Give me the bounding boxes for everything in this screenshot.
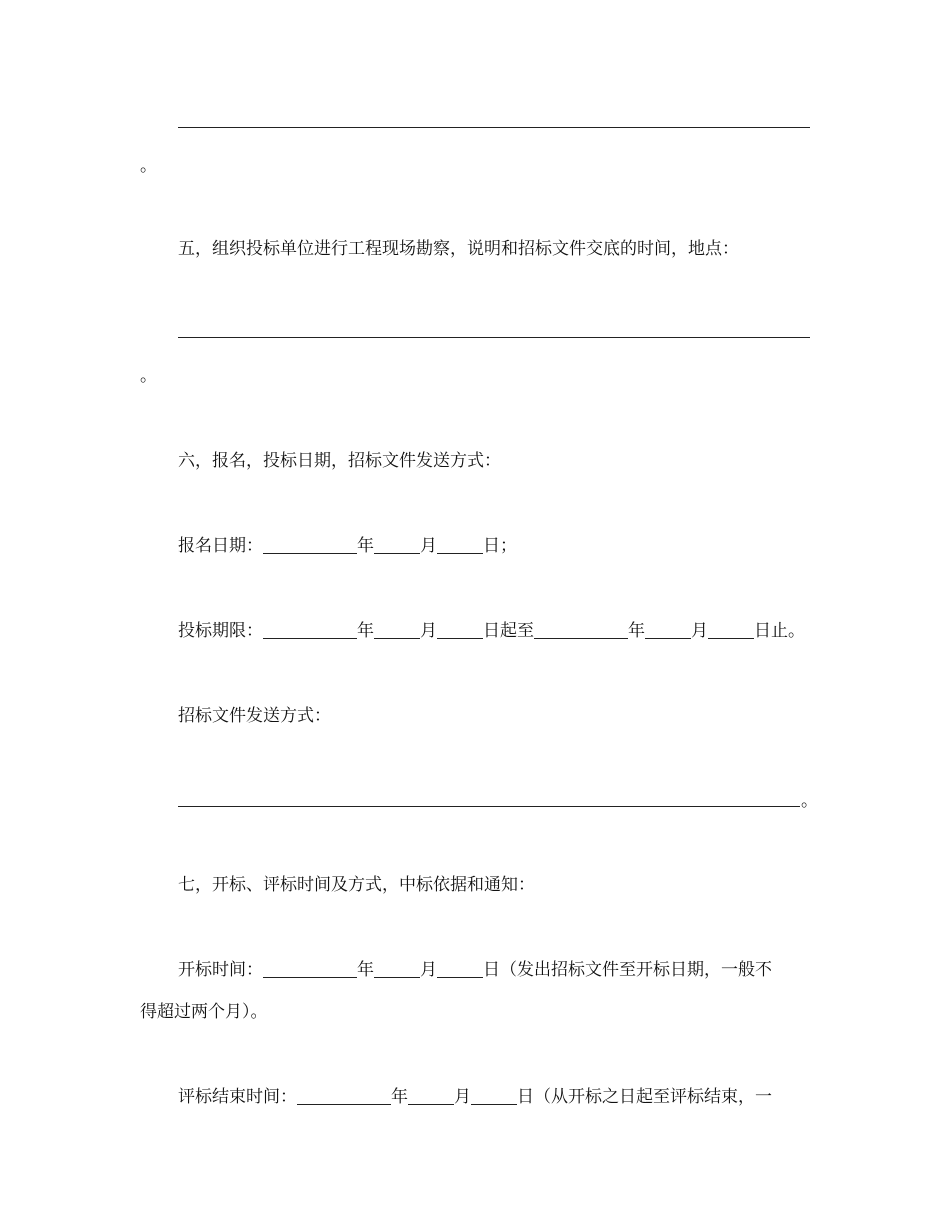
year-blank <box>534 620 628 639</box>
month-blank <box>374 620 420 639</box>
registration-date-label: 报名日期： <box>178 536 263 556</box>
year-blank <box>263 959 357 978</box>
opening-time-line <box>178 958 772 982</box>
month-blank <box>645 620 691 639</box>
day-blank <box>471 1086 517 1105</box>
month-label: 月 <box>420 621 437 641</box>
fill-in-line <box>178 337 810 338</box>
from-label: 日起至 <box>483 621 534 641</box>
month-blank <box>374 959 420 978</box>
evaluation-end-label: 评标结束时间： <box>178 1087 297 1107</box>
opening-note: 日（发出招标文件至开标日期，一般不 <box>483 960 772 980</box>
month-label: 月 <box>420 960 437 980</box>
section-5-heading: 五，组织投标单位进行工程现场勘察，说明和招标文件交底的时间，地点： <box>178 239 739 259</box>
fill-in-line <box>178 806 800 807</box>
bid-period-label: 投标期限： <box>178 621 263 641</box>
day-blank <box>708 620 754 639</box>
opening-time-label: 开标时间： <box>178 960 263 980</box>
evaluation-note: 日（从开标之日起至评标结束，一 <box>517 1087 772 1107</box>
year-blank <box>297 1086 391 1105</box>
evaluation-end-line <box>178 1085 772 1109</box>
end-mark: 。 <box>140 156 157 176</box>
month-label: 月 <box>691 621 708 641</box>
year-label: 年 <box>391 1087 408 1107</box>
month-label: 月 <box>420 536 437 556</box>
year-blank <box>263 535 357 554</box>
month-label: 月 <box>454 1087 471 1107</box>
send-method-label: 招标文件发送方式： <box>178 706 331 726</box>
year-label: 年 <box>628 621 645 641</box>
year-blank <box>263 620 357 639</box>
year-label: 年 <box>357 536 374 556</box>
opening-note-continued: 得超过两个月）。 <box>140 1002 268 1022</box>
section-6-heading: 六，报名，投标日期，招标文件发送方式： <box>178 451 501 471</box>
day-label: 日； <box>483 536 517 556</box>
to-label: 日止。 <box>754 621 805 641</box>
day-blank <box>437 535 483 554</box>
fill-in-line <box>178 127 810 128</box>
month-blank <box>374 535 420 554</box>
year-label: 年 <box>357 960 374 980</box>
registration-date-line <box>178 534 517 558</box>
day-blank <box>437 959 483 978</box>
bid-period-line <box>178 619 805 643</box>
year-label: 年 <box>357 621 374 641</box>
end-mark: 。 <box>140 366 157 386</box>
day-blank <box>437 620 483 639</box>
month-blank <box>408 1086 454 1105</box>
section-7-heading: 七，开标、评标时间及方式，中标依据和通知： <box>178 875 535 895</box>
end-mark: 。 <box>801 791 818 811</box>
